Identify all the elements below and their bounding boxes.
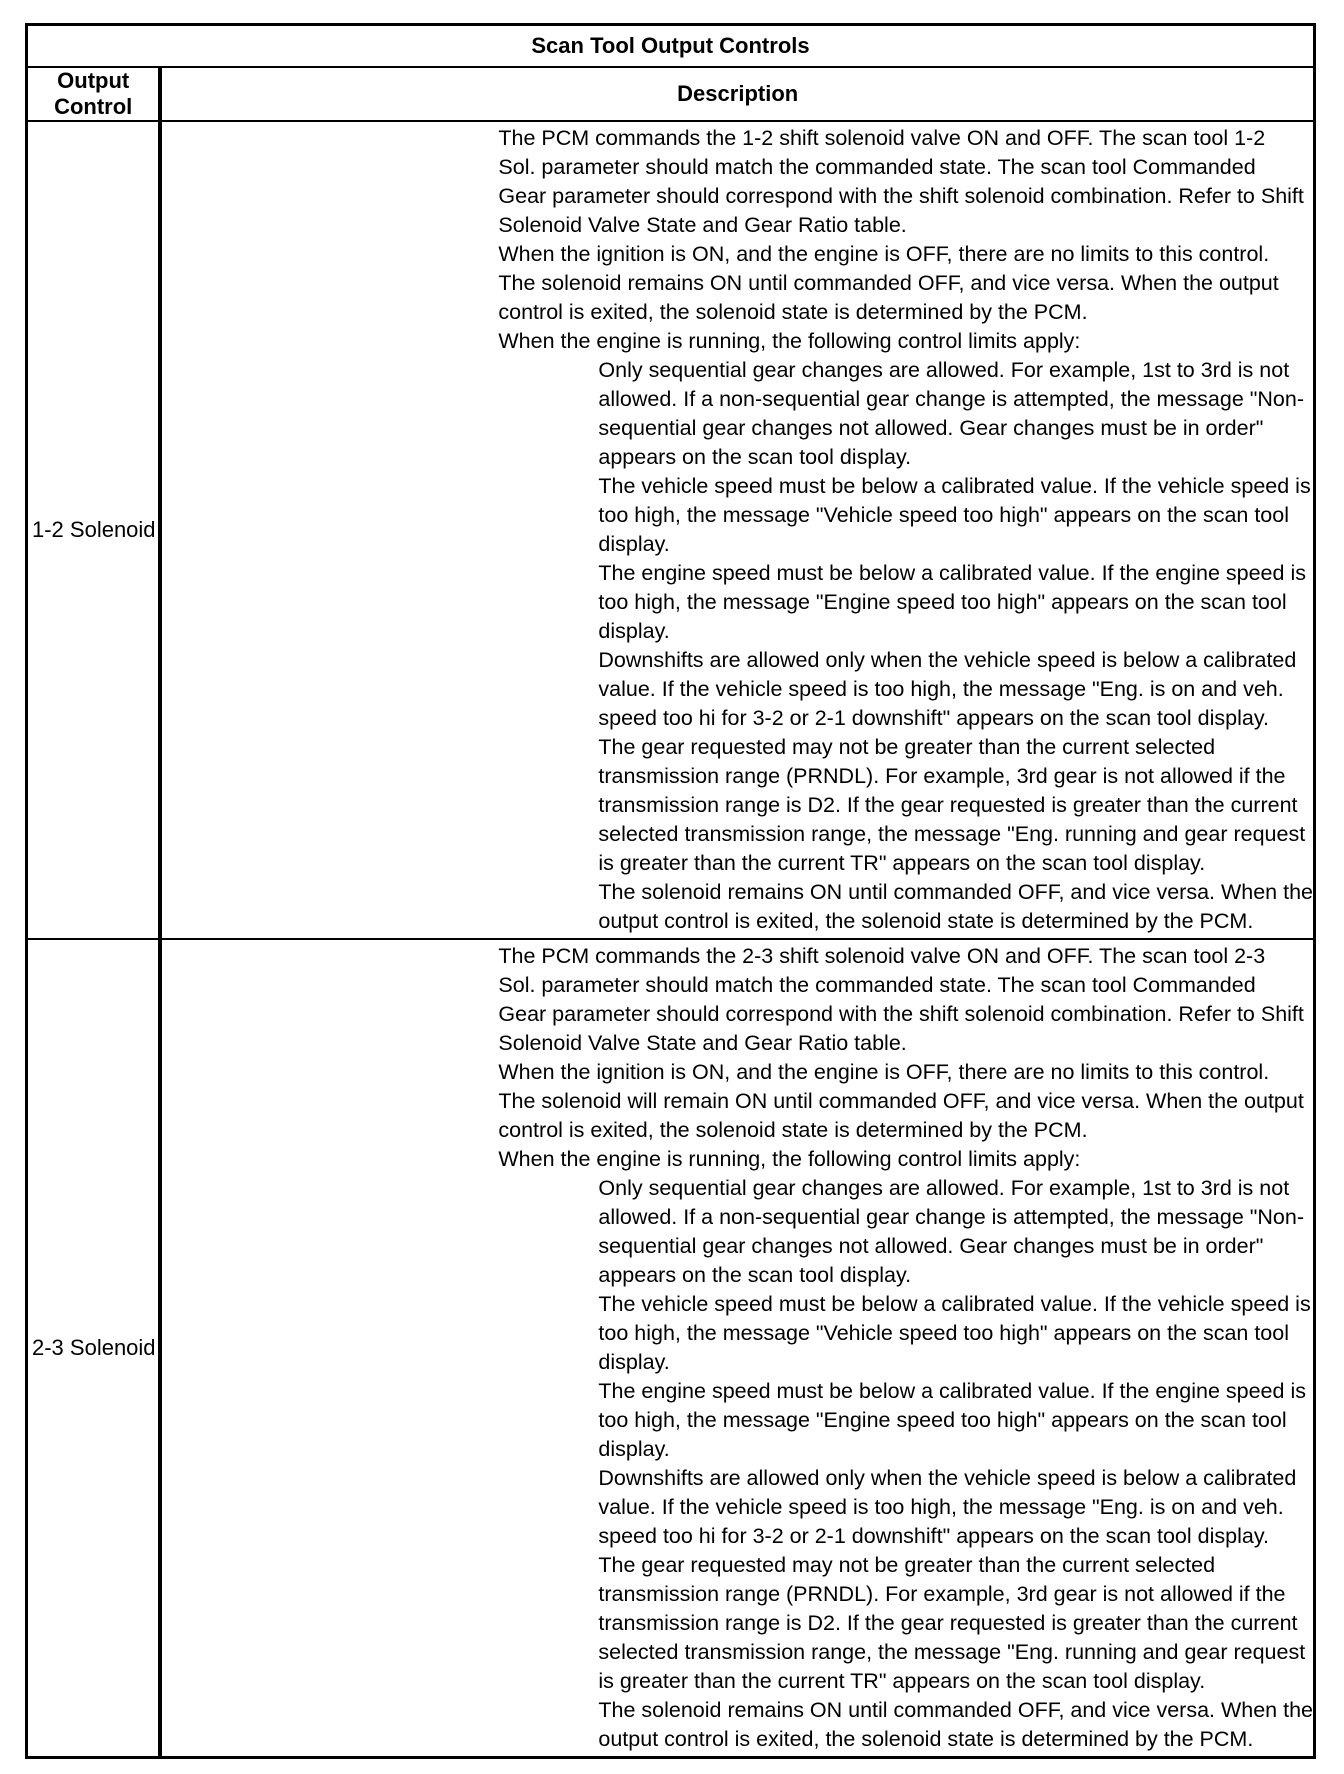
description-line: speed too hi for 3-2 or 2-1 downshift" appears on the scan tool display. [598, 706, 1269, 730]
description-line: The solenoid remains ON until commanded OFF, and vice versa. When the [598, 880, 1313, 904]
description-line: When the ignition is ON, and the engine is OFF, there are no limits to this control. [498, 1060, 1270, 1084]
description-line: output control is exited, the solenoid state is determined by the PCM. [598, 1727, 1254, 1751]
table-row [27, 121, 1315, 939]
description-line: When the engine is running, the following control limits apply: [498, 1147, 1081, 1171]
description-line: Solenoid Valve State and Gear Ratio table. [498, 1031, 907, 1055]
description-line: Only sequential gear changes are allowed. For example, 1st to 3rd is not [598, 358, 1290, 382]
description-line: is greater than the current TR" appears on the scan tool display. [598, 851, 1206, 875]
description-line: display. [598, 532, 670, 556]
description-line: value. If the vehicle speed is too high, the message "Eng. is on and veh. [598, 677, 1284, 701]
description-line: When the ignition is ON, and the engine is OFF, there are no limits to this control. [498, 242, 1270, 266]
output-control-cell: 1-2 Solenoid [27, 121, 161, 939]
scan-tool-output-controls-table [25, 23, 1316, 1759]
description-line: The PCM commands the 1-2 shift solenoid valve ON and OFF. The scan tool 1-2 [498, 126, 1266, 150]
table-row [27, 939, 1315, 1758]
description-line: The solenoid remains ON until commanded OFF, and vice versa. When the output [498, 271, 1279, 295]
description-line: transmission range is D2. If the gear requested is greater than the current [598, 793, 1298, 817]
description-line: display. [598, 1350, 670, 1374]
description-line: Solenoid Valve State and Gear Ratio table. [498, 213, 907, 237]
description-line: control is exited, the solenoid state is determined by the PCM. [498, 300, 1088, 324]
description-line: too high, the message "Vehicle speed too high" appears on the scan tool [598, 503, 1289, 527]
description-cell [160, 121, 1314, 939]
description-line: Gear parameter should correspond with the shift solenoid combination. Refer to Shift [498, 184, 1304, 208]
description-line: transmission range (PRNDL). For example, 3rd gear is not allowed if the [598, 1582, 1286, 1606]
description-line: The engine speed must be below a calibrated value. If the engine speed is [598, 561, 1306, 585]
description-cell [160, 939, 1314, 1758]
description-line: too high, the message "Engine speed too high" appears on the scan tool [598, 1408, 1287, 1432]
description-line: The solenoid will remain ON until commanded OFF, and vice versa. When the output [498, 1089, 1304, 1113]
description-line: allowed. If a non-sequential gear change is attempted, the message "Non- [598, 387, 1305, 411]
description-line: too high, the message "Vehicle speed too high" appears on the scan tool [598, 1321, 1289, 1345]
description-line: The vehicle speed must be below a calibrated value. If the vehicle speed is [598, 474, 1311, 498]
description-line: The solenoid remains ON until commanded OFF, and vice versa. When the [598, 1698, 1313, 1722]
description-line: control is exited, the solenoid state is determined by the PCM. [498, 1118, 1088, 1142]
description-line: Downshifts are allowed only when the vehicle speed is below a calibrated [598, 1466, 1297, 1490]
description-line: Sol. parameter should match the commanded state. The scan tool Commanded [498, 155, 1256, 179]
description-line: too high, the message "Engine speed too high" appears on the scan tool [598, 590, 1287, 614]
description-line: allowed. If a non-sequential gear change is attempted, the message "Non- [598, 1205, 1305, 1229]
description-line: Only sequential gear changes are allowed. For example, 1st to 3rd is not [598, 1176, 1290, 1200]
description-line: transmission range (PRNDL). For example, 3rd gear is not allowed if the [598, 764, 1286, 788]
description-line: The gear requested may not be greater than the current selected [598, 1553, 1216, 1577]
description-line: The vehicle speed must be below a calibrated value. If the vehicle speed is [598, 1292, 1311, 1316]
description-line: sequential gear changes not allowed. Gear changes must be in order" [598, 1234, 1264, 1258]
description-line: Gear parameter should correspond with the shift solenoid combination. Refer to Shift [498, 1002, 1304, 1026]
description-line: appears on the scan tool display. [598, 1263, 912, 1287]
description-line: appears on the scan tool display. [598, 445, 912, 469]
description-line: speed too hi for 3-2 or 2-1 downshift" appears on the scan tool display. [598, 1524, 1269, 1548]
description-line: transmission range is D2. If the gear requested is greater than the current [598, 1611, 1298, 1635]
description-line: output control is exited, the solenoid state is determined by the PCM. [598, 909, 1254, 933]
description-line: The PCM commands the 2-3 shift solenoid valve ON and OFF. The scan tool 2-3 [498, 944, 1266, 968]
description-line: is greater than the current TR" appears on the scan tool display. [598, 1669, 1206, 1693]
description-line: Sol. parameter should match the commanded state. The scan tool Commanded [498, 973, 1256, 997]
output-control-cell: 2-3 Solenoid [27, 939, 161, 1758]
table-title: Scan Tool Output Controls [27, 25, 1315, 68]
description-line: display. [598, 1437, 670, 1461]
description-line: selected transmission range, the message "Eng. running and gear request [598, 1640, 1306, 1664]
description-line: display. [598, 619, 670, 643]
description-line: selected transmission range, the message "Eng. running and gear request [598, 822, 1306, 846]
description-line: sequential gear changes not allowed. Gear changes must be in order" [598, 416, 1264, 440]
description-line: When the engine is running, the following control limits apply: [498, 329, 1081, 353]
column-header-output-control: Output Control [27, 67, 161, 121]
column-header-description: Description [160, 67, 1314, 121]
description-line: value. If the vehicle speed is too high, the message "Eng. is on and veh. [598, 1495, 1284, 1519]
description-line: The engine speed must be below a calibrated value. If the engine speed is [598, 1379, 1306, 1403]
description-line: The gear requested may not be greater than the current selected [598, 735, 1216, 759]
description-line: Downshifts are allowed only when the vehicle speed is below a calibrated [598, 648, 1297, 672]
